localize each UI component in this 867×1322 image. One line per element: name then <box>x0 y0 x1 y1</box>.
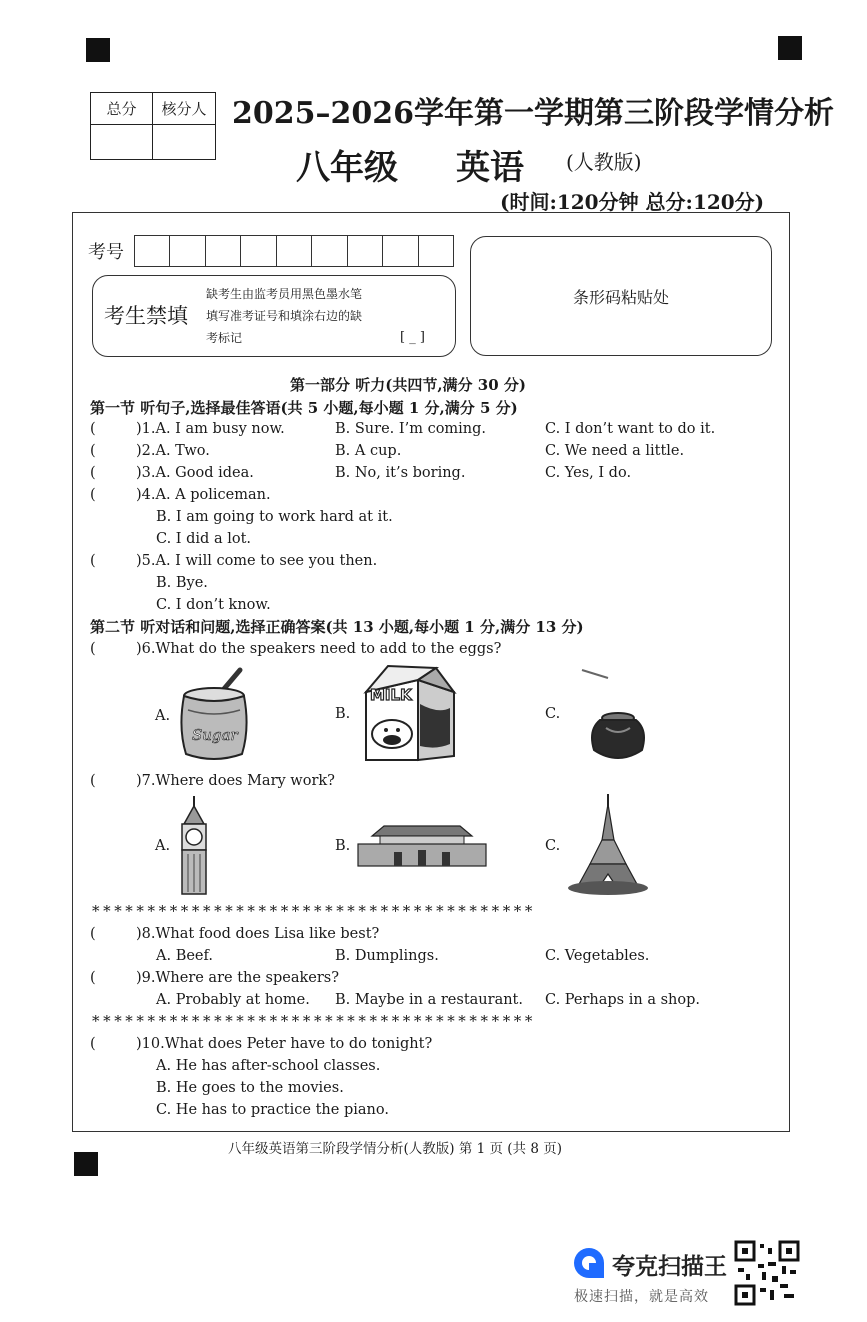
no-fill-label: 考生禁填 <box>104 304 188 328</box>
time-info: (时间:120分钟 总分:120分) <box>500 190 765 214</box>
registration-mark-top-left <box>86 38 110 62</box>
q1-option-a[interactable]: )1.A. I am busy now. <box>136 421 285 437</box>
q9-paren[interactable]: ( <box>90 970 96 986</box>
q5-option-a[interactable]: )5.A. I will come to see you then. <box>136 553 378 569</box>
q1-option-c[interactable]: C. I don’t want to do it. <box>545 421 716 437</box>
q9-option-c[interactable]: C. Perhaps in a shop. <box>545 992 700 1008</box>
q6-paren[interactable]: ( <box>90 641 96 657</box>
section2-title: 第二节 听对话和问题,选择正确答案(共 13 小题,每小题 1 分,满分 13 分) <box>90 618 584 636</box>
part1-title: 第一部分 听力(共四节,满分 30 分) <box>290 376 526 394</box>
q7-paren[interactable]: ( <box>90 773 96 789</box>
q3-option-b[interactable]: B. No, it’s boring. <box>335 465 466 481</box>
scanner-slogan: 极速扫描，就是高效 <box>574 1289 709 1305</box>
q4-option-c[interactable]: C. I did a lot. <box>156 531 252 547</box>
exam-number-digit[interactable] <box>383 236 418 266</box>
exam-number-grid[interactable] <box>134 235 454 267</box>
subject-label: 英语 <box>456 148 524 188</box>
exam-number-digit[interactable] <box>419 236 453 266</box>
q5-option-b[interactable]: B. Bye. <box>156 575 208 591</box>
section1-title: 第一节 听句子,选择最佳答语(共 5 小题,每小题 1 分,满分 5 分) <box>90 399 518 417</box>
q8-option-a[interactable]: A. Beef. <box>156 948 213 964</box>
q2-option-a[interactable]: )2.A. Two. <box>136 443 210 459</box>
q10-question: )10.What does Peter have to do tonight? <box>136 1036 433 1052</box>
registration-mark-top-right <box>778 36 802 60</box>
score-checker-cell[interactable] <box>153 125 215 159</box>
edition-label: (人教版) <box>566 150 642 174</box>
score-checker-header: 核分人 <box>153 93 215 125</box>
scanner-brand: 夸克扫描王 <box>612 1254 727 1280</box>
q9-question: )9.Where are the speakers? <box>136 970 340 986</box>
exam-number-digit[interactable] <box>135 236 170 266</box>
sugar-jar-label: Sugar <box>192 726 238 744</box>
gate-tower-picture <box>354 822 490 868</box>
milk-carton-picture <box>358 664 462 764</box>
no-fill-text-3: 考标记 <box>206 331 243 345</box>
grade-label: 八年级 <box>296 148 398 188</box>
exam-number-label: 考号 <box>88 242 124 263</box>
q7-option-a[interactable]: A. <box>155 838 171 854</box>
exam-title: 2025–2026学年第一学期第三阶段学情分析 <box>232 96 834 131</box>
q6-question: )6.What do the speakers need to add to the eggs? <box>136 641 502 657</box>
no-fill-text-2: 填写准考证号和填涂右边的缺 <box>206 309 363 323</box>
absent-mark-box[interactable]: [ _ ] <box>400 330 425 345</box>
exam-number-digit[interactable] <box>277 236 312 266</box>
q4-paren[interactable]: ( <box>90 487 96 503</box>
q10-option-c[interactable]: C. He has to practice the piano. <box>156 1102 389 1118</box>
exam-number-digit[interactable] <box>170 236 205 266</box>
score-table <box>90 92 216 160</box>
q1-paren[interactable]: ( <box>90 421 96 437</box>
q10-option-a[interactable]: A. He has after-school classes. <box>156 1058 381 1074</box>
honey-pot-picture <box>578 666 658 766</box>
q8-question: )8.What food does Lisa like best? <box>136 926 380 942</box>
q1-option-b[interactable]: B. Sure. I’m coming. <box>335 421 487 437</box>
q7-option-b[interactable]: B. <box>335 838 351 854</box>
exam-number-digit[interactable] <box>206 236 241 266</box>
registration-mark-bottom-left <box>74 1152 98 1176</box>
sugar-jar-picture <box>178 666 250 764</box>
q2-option-b[interactable]: B. A cup. <box>335 443 402 459</box>
milk-carton-label: MILK <box>370 686 412 704</box>
q7-question: )7.Where does Mary work? <box>136 773 335 789</box>
q6-option-c[interactable]: C. <box>545 706 561 722</box>
q8-option-b[interactable]: B. Dumplings. <box>335 948 439 964</box>
clock-tower-picture <box>176 796 212 896</box>
q6-option-a[interactable]: A. <box>155 708 171 724</box>
exam-number-digit[interactable] <box>348 236 383 266</box>
scanner-logo-icon <box>572 1246 606 1280</box>
q3-option-a[interactable]: )3.A. Good idea. <box>136 465 254 481</box>
qr-code-icon <box>734 1240 800 1306</box>
q3-option-c[interactable]: C. Yes, I do. <box>545 465 632 481</box>
q5-option-c[interactable]: C. I don’t know. <box>156 597 271 613</box>
q10-option-b[interactable]: B. He goes to the movies. <box>156 1080 344 1096</box>
q3-paren[interactable]: ( <box>90 465 96 481</box>
barcode-label: 条形码粘贴处 <box>572 287 669 307</box>
q5-paren[interactable]: ( <box>90 553 96 569</box>
barcode-area <box>470 236 772 356</box>
q4-option-b[interactable]: B. I am going to work hard at it. <box>156 509 393 525</box>
q9-option-a[interactable]: A. Probably at home. <box>156 992 310 1008</box>
exam-number-digit[interactable] <box>312 236 347 266</box>
no-fill-text-1: 缺考生由监考员用黑色墨水笔 <box>206 287 363 301</box>
q2-option-c[interactable]: C. We need a little. <box>545 443 685 459</box>
q8-option-c[interactable]: C. Vegetables. <box>545 948 650 964</box>
score-total-cell[interactable] <box>91 125 153 159</box>
q2-paren[interactable]: ( <box>90 443 96 459</box>
eiffel-tower-picture <box>566 794 650 896</box>
q9-option-b[interactable]: B. Maybe in a restaurant. <box>335 992 523 1008</box>
q10-paren[interactable]: ( <box>90 1036 96 1052</box>
q4-option-a[interactable]: )4.A. A policeman. <box>136 487 271 503</box>
q6-option-b[interactable]: B. <box>335 706 351 722</box>
q8-paren[interactable]: ( <box>90 926 96 942</box>
score-total-header: 总分 <box>91 93 153 125</box>
separator-stars-1: **************************************** <box>92 902 536 920</box>
exam-number-digit[interactable] <box>241 236 276 266</box>
page-footer: 八年级英语第三阶段学情分析(人教版) 第 1 页 (共 8 页) <box>228 1141 562 1157</box>
separator-stars-2: **************************************** <box>92 1012 536 1030</box>
q7-option-c[interactable]: C. <box>545 838 561 854</box>
